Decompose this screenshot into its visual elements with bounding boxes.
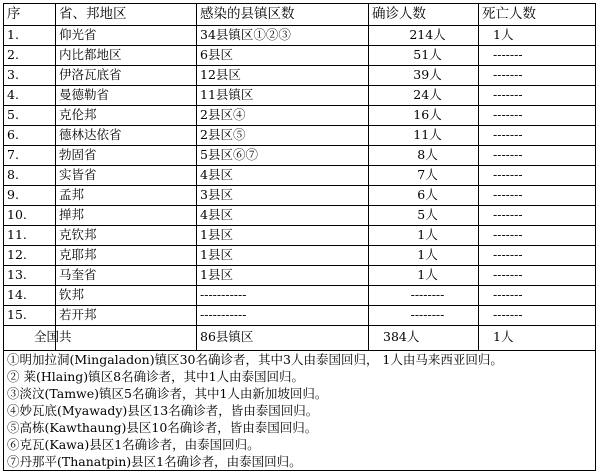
- row-confirmed: 6人: [369, 186, 479, 205]
- row-seq: 4.: [4, 86, 56, 105]
- row-region: 孟邦: [56, 186, 197, 205]
- row-seq: 9.: [4, 186, 56, 205]
- footnote-7: ⑦丹那平(Thanatpin)县区1名确诊者，由泰国回归。: [7, 454, 302, 469]
- table-row: [4, 226, 595, 246]
- row-confirmed: 1人: [369, 226, 479, 245]
- row-counties: 34县镇区①②③: [197, 26, 369, 45]
- row-deaths: -------: [493, 127, 523, 142]
- row-deaths: -------: [493, 47, 523, 62]
- row-region: 伊洛瓦底省: [56, 66, 197, 85]
- row-deaths: -------: [493, 267, 523, 282]
- row-confirmed: 7人: [369, 166, 479, 185]
- row-confirmed: 11人: [369, 126, 479, 145]
- row-confirmed: 214人: [369, 26, 479, 45]
- row-seq: 11.: [4, 226, 56, 245]
- footnote-6: ⑥克瓦(Kawa)县区1名确诊者，由泰国回归。: [7, 437, 260, 452]
- row-region: 德林达依省: [56, 126, 197, 145]
- header-counties: 感染的县镇区数: [197, 4, 369, 25]
- row-confirmed: 5人: [369, 206, 479, 225]
- row-counties: 3县区: [197, 186, 369, 205]
- row-counties: 6县区: [197, 46, 369, 65]
- footnote-3: ③淡汶(Tamwe)镇区5名确诊者，其中1人由新加坡回归。: [7, 386, 328, 401]
- table-row: [4, 46, 595, 66]
- footnote-1: ①明加拉洞(Mingaladon)镇区30名确诊者，其中3人由泰国回归， 1人由马来西亚回归。: [7, 352, 503, 367]
- row-region: 勃固省: [56, 146, 197, 165]
- row-deaths: -------: [493, 307, 523, 322]
- row-confirmed: 1人: [369, 266, 479, 285]
- row-deaths: -------: [493, 147, 523, 162]
- row-seq: 1.: [4, 26, 56, 45]
- covid-case-table: [3, 3, 596, 471]
- table-row: [4, 66, 595, 86]
- row-region: 若开邦: [56, 306, 197, 325]
- row-seq: 13.: [4, 266, 56, 285]
- table-row: [4, 86, 595, 106]
- total-counties: 86县镇区: [197, 326, 369, 350]
- table-row: [4, 306, 595, 326]
- row-seq: 5.: [4, 106, 56, 125]
- table-row: [4, 26, 595, 46]
- row-seq: 12.: [4, 246, 56, 265]
- row-deaths: -------: [493, 67, 523, 82]
- row-counties: 11县镇区: [197, 86, 369, 105]
- table-row: [4, 286, 595, 306]
- row-confirmed: 1人: [369, 246, 479, 265]
- row-seq: 10.: [4, 206, 56, 225]
- row-region: 曼德勒省: [56, 86, 197, 105]
- table-row: [4, 266, 595, 286]
- header-seq: 序: [4, 4, 56, 25]
- row-region: 克钦邦: [56, 226, 197, 245]
- row-counties: -----------: [197, 286, 369, 305]
- footnote-2: ② 莱(Hlaing)镇区8名确诊者，其中1人由泰国回归。: [7, 369, 305, 384]
- row-counties: 2县区④: [197, 106, 369, 125]
- row-deaths: -------: [493, 167, 523, 182]
- row-confirmed: 39人: [369, 66, 479, 85]
- row-deaths: -------: [493, 187, 523, 202]
- table-row: [4, 146, 595, 166]
- total-deaths: 1人: [493, 329, 514, 344]
- table-header: [4, 4, 595, 26]
- table-row: [4, 166, 595, 186]
- row-region: 掸邦: [56, 206, 197, 225]
- row-deaths: -------: [493, 247, 523, 262]
- table-row: [4, 106, 595, 126]
- row-deaths: -------: [493, 287, 523, 302]
- row-counties: 1县区: [197, 226, 369, 245]
- row-confirmed: 24人: [369, 86, 479, 105]
- row-region: 仰光省: [56, 26, 197, 45]
- row-counties: 4县区: [197, 166, 369, 185]
- header-region: 省、邦地区: [56, 4, 197, 25]
- row-confirmed: 51人: [369, 46, 479, 65]
- total-label: 全国共: [4, 326, 197, 350]
- footnote-4: ④妙瓦底(Myawady)县区13名确诊者，皆由泰国回归。: [7, 403, 319, 418]
- row-deaths: -------: [493, 87, 523, 102]
- total-row: [4, 326, 595, 351]
- table-row: [4, 206, 595, 226]
- row-seq: 15.: [4, 306, 56, 325]
- row-region: 内比都地区: [56, 46, 197, 65]
- table-row: [4, 246, 595, 266]
- row-counties: -----------: [197, 306, 369, 325]
- row-counties: 5县区⑥⑦: [197, 146, 369, 165]
- row-seq: 14.: [4, 286, 56, 305]
- row-seq: 3.: [4, 66, 56, 85]
- row-region: 马奎省: [56, 266, 197, 285]
- row-deaths: 1人: [493, 27, 514, 42]
- row-confirmed: --------: [369, 286, 479, 305]
- table-row: [4, 186, 595, 206]
- total-confirmed: 384人: [369, 326, 479, 350]
- row-seq: 6.: [4, 126, 56, 145]
- header-deaths: 死亡人数: [482, 6, 536, 22]
- row-deaths: -------: [493, 107, 523, 122]
- row-counties: 4县区: [197, 206, 369, 225]
- row-confirmed: 16人: [369, 106, 479, 125]
- row-region: 克伦邦: [56, 106, 197, 125]
- header-confirmed: 确诊人数: [369, 4, 479, 25]
- row-deaths: -------: [493, 227, 523, 242]
- row-counties: 12县区: [197, 66, 369, 85]
- row-deaths: -------: [493, 207, 523, 222]
- row-seq: 2.: [4, 46, 56, 65]
- footnote-5: ⑤高栋(Kawthaung)县区10名确诊者，皆由泰国回归。: [7, 420, 318, 435]
- row-region: 实皆省: [56, 166, 197, 185]
- table-row: [4, 126, 595, 146]
- row-seq: 8.: [4, 166, 56, 185]
- row-confirmed: 8人: [369, 146, 479, 165]
- row-confirmed: --------: [369, 306, 479, 325]
- row-counties: 1县区: [197, 246, 369, 265]
- row-counties: 2县区⑤: [197, 126, 369, 145]
- row-region: 克耶邦: [56, 246, 197, 265]
- row-counties: 1县区: [197, 266, 369, 285]
- row-seq: 7.: [4, 146, 56, 165]
- row-region: 钦邦: [56, 286, 197, 305]
